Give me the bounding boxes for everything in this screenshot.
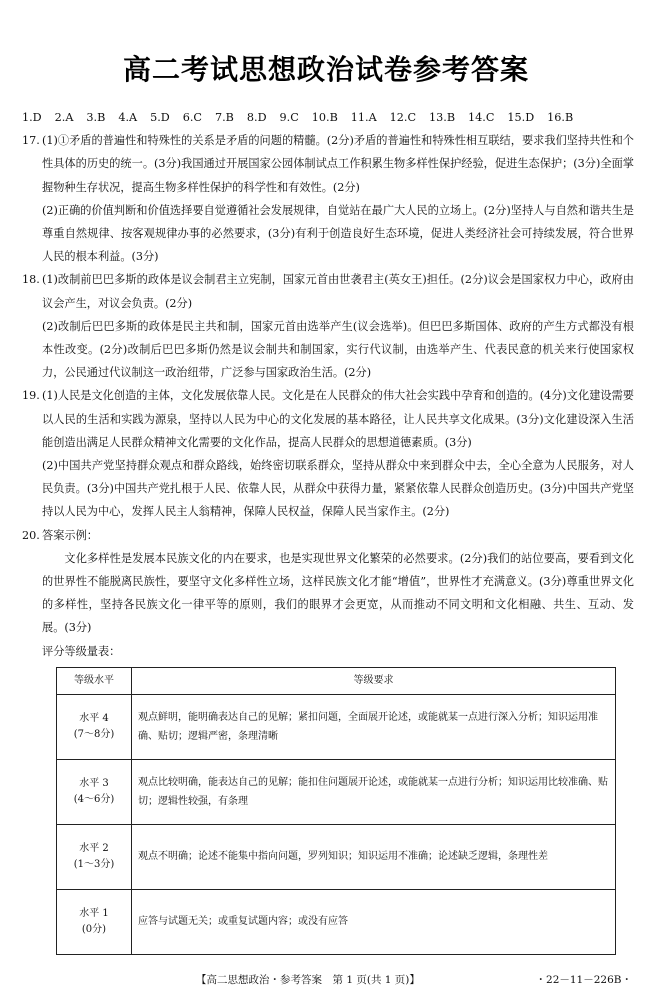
q18-part1: (1)改制前巴巴多斯的政体是议会制君主立宪制，国家元首由世袭君主(英女王)担任。(2分)议会是国家权力中心，政府由议会产生，对议会负责。(2分) xyxy=(42,273,634,310)
question-number: 17. xyxy=(22,134,40,148)
question-number: 20. xyxy=(22,528,40,542)
answer-content xyxy=(22,106,634,955)
choice-answer: 12.C xyxy=(389,111,417,124)
level-range: (4～6分) xyxy=(73,793,115,805)
level-name: 水平 4 xyxy=(79,712,109,724)
choice-answer: 8.D xyxy=(246,111,267,124)
table-row xyxy=(57,759,616,824)
page-title: 高二考试思想政治试卷参考答案 xyxy=(122,53,529,86)
requirement-cell: 观点鲜明，能明确表达自己的见解；紧扣问题，全面展开论述，或能就某一点进行深入分析；知识运用准确、贴切；逻辑严密，条理清晰 xyxy=(132,694,616,759)
question-17 xyxy=(22,129,634,268)
question-number: 18. xyxy=(22,273,40,287)
footer-page-info: 【高二思想政治・参考答案 第 1 页(共 1 页)】 xyxy=(196,974,420,986)
q17-part1: (1)①矛盾的普遍性和特殊性的关系是矛盾的问题的精髓。(2分)矛盾的普遍性和特殊性相互联结，要求我们坚持共性和个性具体的历史的统一。(3分)我国通过开展国家公园体制试点工作积累生物多样性保护经验，促进生态保护；(3分)全面掌握物种生存状况，提高生物多样性保护的科学性和有效性。(2分) xyxy=(42,134,634,194)
choice-answer: 4.A xyxy=(118,111,138,124)
q18-part2: (2)改制后巴巴多斯的政体是民主共和制，国家元首由选举产生(议会选举)。但巴巴多斯国体、政府的产生方式都没有根本性改变。(2分)改制后巴巴多斯仍然是议会制共和制国家，实行代议制，由选举产生、代表民意的机关来行使国家权力，公民通过代议制这一政治纽带，广泛参与国家政治生活。(2分) xyxy=(42,319,634,380)
choice-answers-row xyxy=(22,106,634,129)
choice-answer: 10.B xyxy=(311,111,338,124)
level-range: (1～3分) xyxy=(73,858,115,870)
choice-answer: 3.B xyxy=(86,111,106,124)
question-number: 19. xyxy=(22,389,40,403)
footer-code: ・22－11－226B・ xyxy=(535,974,632,986)
q17-part2: (2)正确的价值判断和价值选择要自觉遵循社会发展规律，自觉站在最广大人民的立场上。(2分)坚持人与自然和谐共生是尊重自然规律、按客观规律办事的必然要求，(3分)有利于创造良好生态环境，促进人类经济社会可持续发展，符合世界人民的根本利益。(3分) xyxy=(42,203,634,264)
choice-answer: 5.D xyxy=(150,111,170,124)
level-cell xyxy=(57,694,132,759)
level-range: (0分) xyxy=(81,923,107,935)
question-19 xyxy=(22,384,634,523)
level-range: (7～8分) xyxy=(73,728,115,740)
level-cell xyxy=(57,759,132,824)
q20-sample-answer: 文化多样性是发展本民族文化的内在要求，也是实现世界文化繁荣的必然要求。(2分)我们的站位要高，要看到文化的世界性不能脱离民族性，要坚守文化多样性立场，这样民族文化才能“增值”，世界性才充满意义。(3分)尊重世界文化的多样性，坚持各民族文化一律平等的原则，我们的眼界才会更宽，从而推动不同文明和文化相融、共生、互动、发展。(3分) xyxy=(42,551,634,635)
requirement-cell: 应答与试题无关；或重复试题内容；或没有应答 xyxy=(132,889,616,954)
level-name: 水平 3 xyxy=(79,777,109,789)
level-name: 水平 2 xyxy=(79,842,109,854)
question-18 xyxy=(22,268,634,384)
q20-lead: 答案示例： xyxy=(42,528,98,542)
table-row xyxy=(57,824,616,889)
choice-answer: 6.C xyxy=(182,111,202,124)
q19-part1: (1)人民是文化创造的主体，文化发展依靠人民。文化是在人民群众的伟大社会实践中孕育和创造的。(4分)文化建设需要以人民的生活和实践为源泉，坚持以人民为中心的文化发展的基本路径，让人民共享文化成果。(3分)文化建设深入生活能创造出满足人民群众精神文化需要的文化作品，提高人民群众的思想道德素质。(3分) xyxy=(42,389,634,449)
choice-answer: 9.C xyxy=(279,111,299,124)
choice-answer: 14.C xyxy=(468,111,495,124)
table-header-level: 等级水平 xyxy=(57,667,132,694)
choice-answer: 11.A xyxy=(350,111,377,124)
choice-answer: 2.A xyxy=(54,111,74,124)
table-header-requirement: 等级要求 xyxy=(132,667,616,694)
question-20-answer xyxy=(22,547,634,663)
q19-part2: (2)中国共产党坚持群众观点和群众路线，始终密切联系群众，坚持从群众中来到群众中去，全心全意为人民服务，对人民负责。(3分)中国共产党扎根于人民、依靠人民，从群众中获得力量，紧紧依靠人民群众创造历史。(3分)中国共产党坚持以人民为中心，发挥人民主人翁精神，保障人民权益，保障人民当家作主。(2分) xyxy=(42,459,634,519)
choice-answer: 16.B xyxy=(547,111,574,124)
rubric-table xyxy=(56,667,616,955)
choice-answer: 13.B xyxy=(429,111,456,124)
choice-answer: 7.B xyxy=(214,111,234,124)
choice-answer: 15.D xyxy=(507,111,535,124)
table-row xyxy=(57,889,616,954)
question-20 xyxy=(22,524,634,547)
level-cell xyxy=(57,824,132,889)
rubric-table-wrap xyxy=(56,667,616,955)
level-cell xyxy=(57,889,132,954)
level-name: 水平 1 xyxy=(79,907,109,919)
requirement-cell: 观点不明确；论述不能集中指向问题，罗列知识；知识运用不准确；论述缺乏逻辑，条理性差 xyxy=(132,824,616,889)
choice-answer: 1.D xyxy=(22,111,42,124)
table-row xyxy=(57,694,616,759)
requirement-cell: 观点比较明确，能表达自己的见解；能扣住问题展开论述，或能就某一点进行分析；知识运用比较准确、贴切；逻辑性较强，有条理 xyxy=(132,759,616,824)
rubric-label: 评分等级量表： xyxy=(42,644,121,658)
